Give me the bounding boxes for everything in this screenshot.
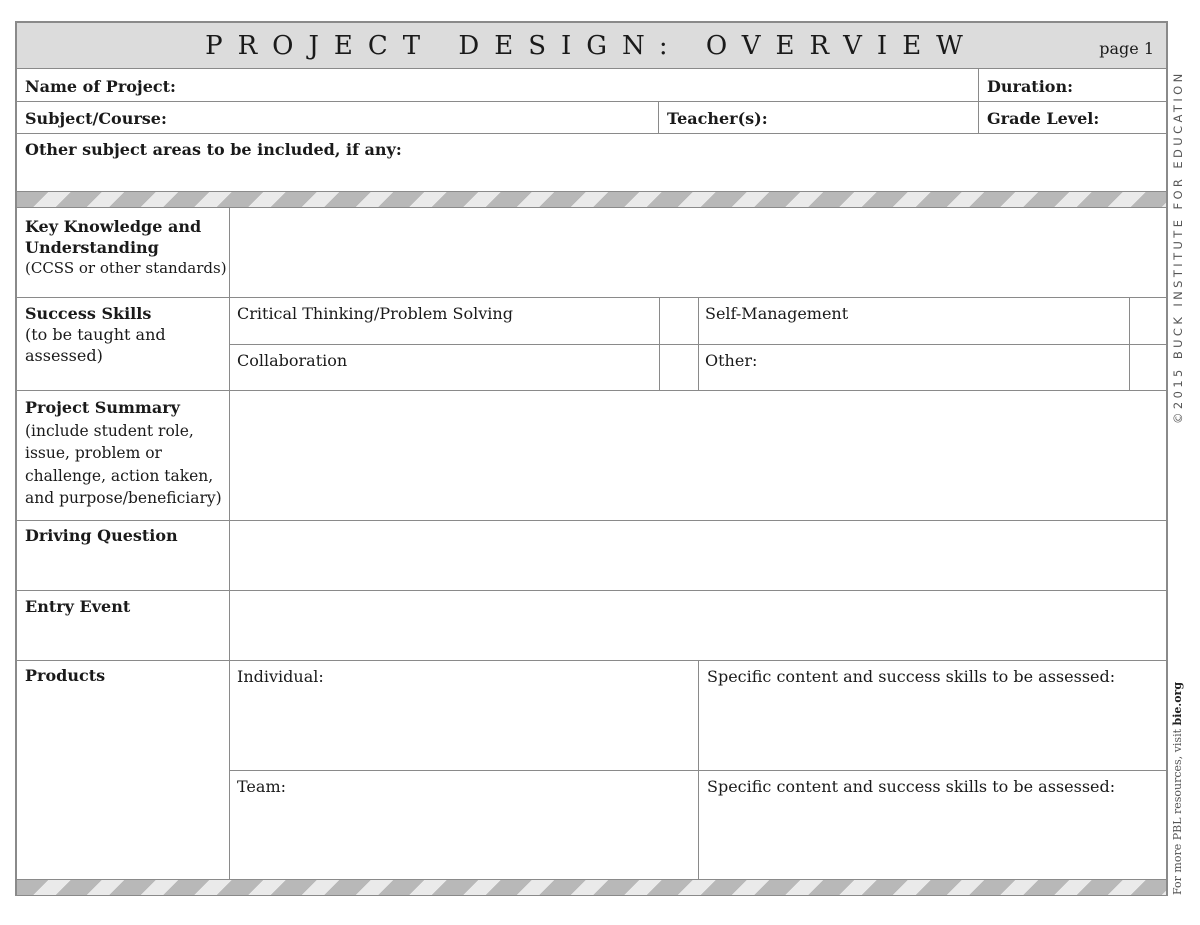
divider — [17, 133, 1166, 134]
project-summary-label: Project Summary (include student role, issue, problem or challenge, action taken, and purpose/beneficiary) — [25, 398, 222, 507]
decorative-stripe — [17, 191, 1166, 208]
grade-level-field[interactable]: Grade Level: — [987, 109, 1100, 128]
subject-course-field[interactable]: Subject/Course: — [25, 109, 167, 128]
products-individual-assessed[interactable]: Specific content and success skills to be assessed: — [707, 667, 1116, 686]
divider — [658, 101, 659, 133]
other-subjects-field[interactable]: Other subject areas to be included, if any: — [25, 140, 402, 159]
skill-collaboration: Collaboration — [237, 351, 348, 370]
duration-field[interactable]: Duration: — [987, 77, 1073, 96]
skill-critical-thinking-checkbox[interactable] — [661, 298, 699, 344]
driving-question-label: Driving Question — [25, 526, 178, 545]
products-label: Products — [25, 666, 106, 685]
divider — [698, 297, 699, 391]
skill-collaboration-checkbox[interactable] — [661, 345, 699, 390]
key-knowledge-label: Key Knowledge and Understanding (CCSS or other standards) — [25, 217, 227, 277]
divider — [978, 69, 979, 133]
skill-self-management: Self-Management — [705, 304, 849, 323]
products-team-assessed[interactable]: Specific content and success skills to be assessed: — [707, 777, 1116, 796]
key-knowledge-input[interactable] — [231, 209, 1168, 297]
bie-link[interactable]: bie.org — [1171, 681, 1184, 726]
products-individual[interactable]: Individual: — [237, 667, 324, 686]
project-design-form — [15, 21, 1168, 896]
entry-event-label: Entry Event — [25, 597, 131, 616]
skill-other: Other: — [705, 351, 758, 370]
name-of-project-field[interactable]: Name of Project: — [25, 77, 176, 96]
divider — [229, 208, 230, 880]
success-skills-label: Success Skills (to be taught and assessed) — [25, 304, 166, 365]
skill-other-checkbox[interactable] — [1131, 345, 1168, 390]
page-title: PROJECT DESIGN: OVERVIEW — [205, 31, 978, 61]
divider — [17, 101, 1166, 102]
divider — [1129, 297, 1130, 391]
skill-critical-thinking: Critical Thinking/Problem Solving — [237, 304, 513, 323]
copyright-text: ©2015 BUCK INSTITUTE FOR EDUCATION — [1171, 70, 1185, 424]
title-bar — [17, 23, 1166, 69]
divider — [17, 297, 1166, 298]
products-team[interactable]: Team: — [237, 777, 286, 796]
divider — [698, 660, 699, 880]
decorative-stripe — [17, 879, 1166, 896]
page-number: page 1 — [1099, 39, 1154, 58]
divider — [659, 297, 660, 391]
skill-self-management-checkbox[interactable] — [1131, 298, 1168, 344]
resources-text: For more PBL resources, visit bie.org — [1171, 681, 1184, 895]
teachers-field[interactable]: Teacher(s): — [667, 109, 768, 128]
divider — [17, 660, 1166, 661]
project-summary-input[interactable] — [231, 391, 1168, 520]
driving-question-input[interactable] — [231, 521, 1168, 590]
entry-event-input[interactable] — [231, 591, 1168, 660]
